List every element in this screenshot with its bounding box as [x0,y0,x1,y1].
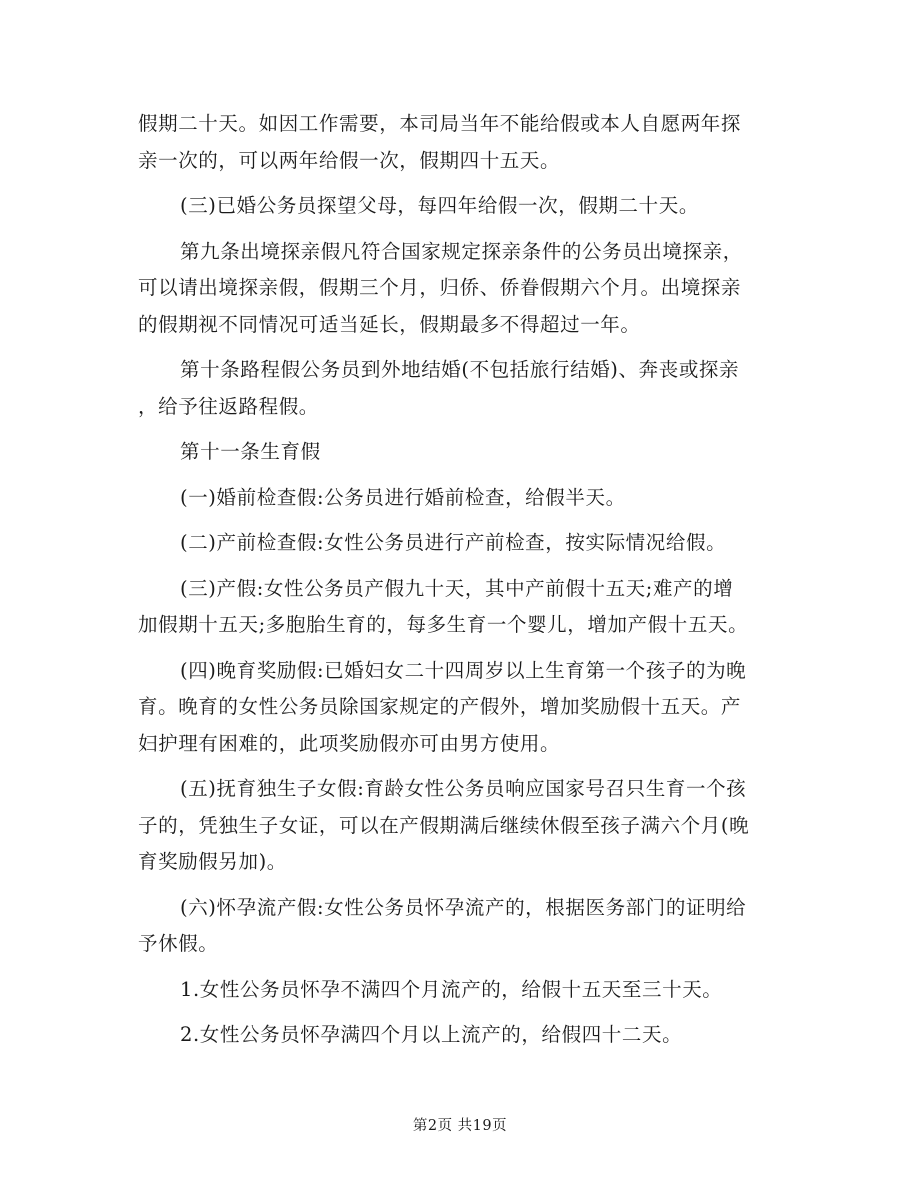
paragraph-line: 亲一次的，可以两年给假一次，假期四十五天。 [138,148,561,172]
paragraph [138,653,788,763]
page-number-footer: 第2页 共19页 [412,1118,508,1134]
paragraph [138,771,788,881]
paragraph [138,525,788,562]
paragraph-line: 育。晚育的女性公务员除国家规定的产假外，增加奖励假十五天。产 [138,695,742,718]
paragraph-line: (四)晚育奖励假:已婚妇女二十四周岁以上生育第一个孩子的为晚 [180,658,747,682]
paragraph-line: 的假期视不同情况可适当延长，假期最多不得超过一年。 [138,312,641,336]
paragraph [138,434,788,471]
paragraph-line: ，给予往返路程假。 [138,394,319,418]
paragraph-line: 第十一条生育假 [180,440,321,463]
paragraph-line: 假期二十天。如因工作需要，本司局当年不能给假或本人自愿两年探 [138,112,742,135]
paragraph [138,890,788,963]
paragraph-line: 第九条出境探亲假凡符合国家规定探亲条件的公务员出境探亲， [180,239,743,263]
paragraph [138,571,788,644]
paragraph [138,106,788,179]
paragraph-line: (三)产假:女性公务员产假九十天，其中产前假十五天;难产的增 [180,576,734,600]
paragraph-line: (二)产前检查假:女性公务员进行产前检查，按实际情况给假。 [180,531,727,554]
paragraph [138,188,788,225]
paragraph-line: 1.女性公务员怀孕不满四个月流产的，给假十五天至三十天。 [180,977,723,1001]
document-body [138,106,788,1063]
paragraph-line: (六)怀孕流产假:女性公务员怀孕流产的，根据医务部门的证明给 [180,895,747,919]
paragraph-line: 子的，凭独生子女证，可以在产假期满后继续休假至孩子满六个月(晚 [138,813,750,837]
paragraph-line: 予休假。 [138,932,219,955]
paragraph [138,480,788,517]
paragraph-line: (五)抚育独生子女假:育龄女性公务员响应国家号召只生育一个孩 [180,777,747,800]
paragraph-line: 加假期十五天;多胞胎生育的，每多生育一个婴儿，增加产假十五天。 [138,613,749,636]
paragraph [138,972,788,1009]
paragraph [138,1017,788,1054]
paragraph-line: 第十条路程假公务员到外地结婚(不包括旅行结婚)、奔丧或探亲 [180,358,740,381]
paragraph-line: 育奖励假另加)。 [138,850,287,873]
paragraph [138,234,788,344]
paragraph [138,352,788,425]
paragraph-line: 妇护理有困难的，此项奖励假亦可由男方使用。 [138,731,561,755]
paragraph-line: 2.女性公务员怀孕满四个月以上流产的，给假四十二天。 [180,1023,683,1046]
paragraph-line: (一)婚前检查假:公务员进行婚前检查，给假半天。 [180,485,626,509]
paragraph-line: 可以请出境探亲假，假期三个月，归侨、侨眷假期六个月。出境探亲 [138,276,742,299]
paragraph-line: (三)已婚公务员探望父母，每四年给假一次，假期二十天。 [180,194,699,217]
